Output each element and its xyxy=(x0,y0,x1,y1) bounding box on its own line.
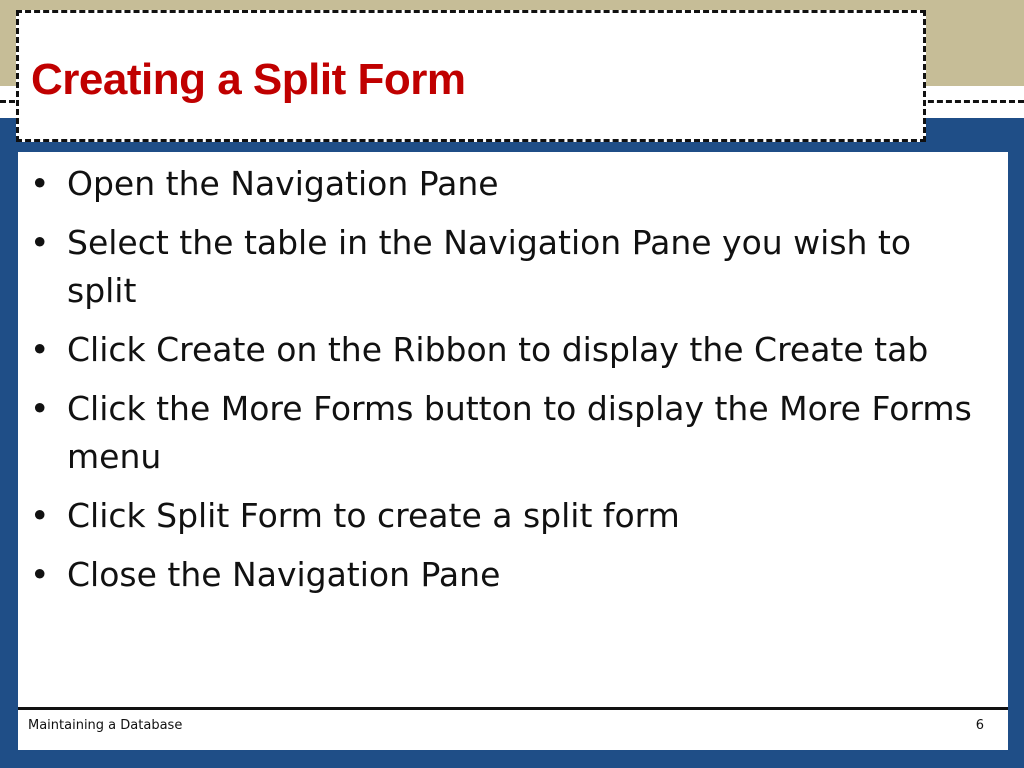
bullet-item xyxy=(18,160,988,208)
title-placeholder xyxy=(16,10,926,142)
slide-title: Creating a Split Form xyxy=(31,55,466,104)
bullet-dot-icon: • xyxy=(30,223,50,262)
bullet-dot-icon: • xyxy=(30,555,50,594)
bullet-dot-icon: • xyxy=(30,389,50,428)
bullet-dot-icon: • xyxy=(30,164,50,203)
bullet-text: Click Split Form to create a split form xyxy=(67,496,680,535)
bullet-item xyxy=(18,326,988,374)
footer-title: Maintaining a Database xyxy=(28,718,183,733)
bullet-list xyxy=(18,160,988,610)
bullet-dot-icon: • xyxy=(30,330,50,369)
bullet-text: Click Create on the Ribbon to display the Create tab xyxy=(67,330,929,369)
bullet-text: Open the Navigation Pane xyxy=(67,164,499,203)
bullet-item xyxy=(18,385,988,481)
footer-divider xyxy=(18,707,1008,710)
bullet-item xyxy=(18,551,988,599)
bullet-item xyxy=(18,219,988,315)
slide-number: 6 xyxy=(975,718,984,733)
bullet-text: Click the More Forms button to display the More Forms menu xyxy=(67,389,972,476)
bullet-item xyxy=(18,492,988,540)
bullet-text: Close the Navigation Pane xyxy=(67,555,501,594)
bullet-dot-icon: • xyxy=(30,496,50,535)
bullet-text: Select the table in the Navigation Pane you wish to split xyxy=(67,223,912,310)
content-panel xyxy=(18,152,1008,750)
